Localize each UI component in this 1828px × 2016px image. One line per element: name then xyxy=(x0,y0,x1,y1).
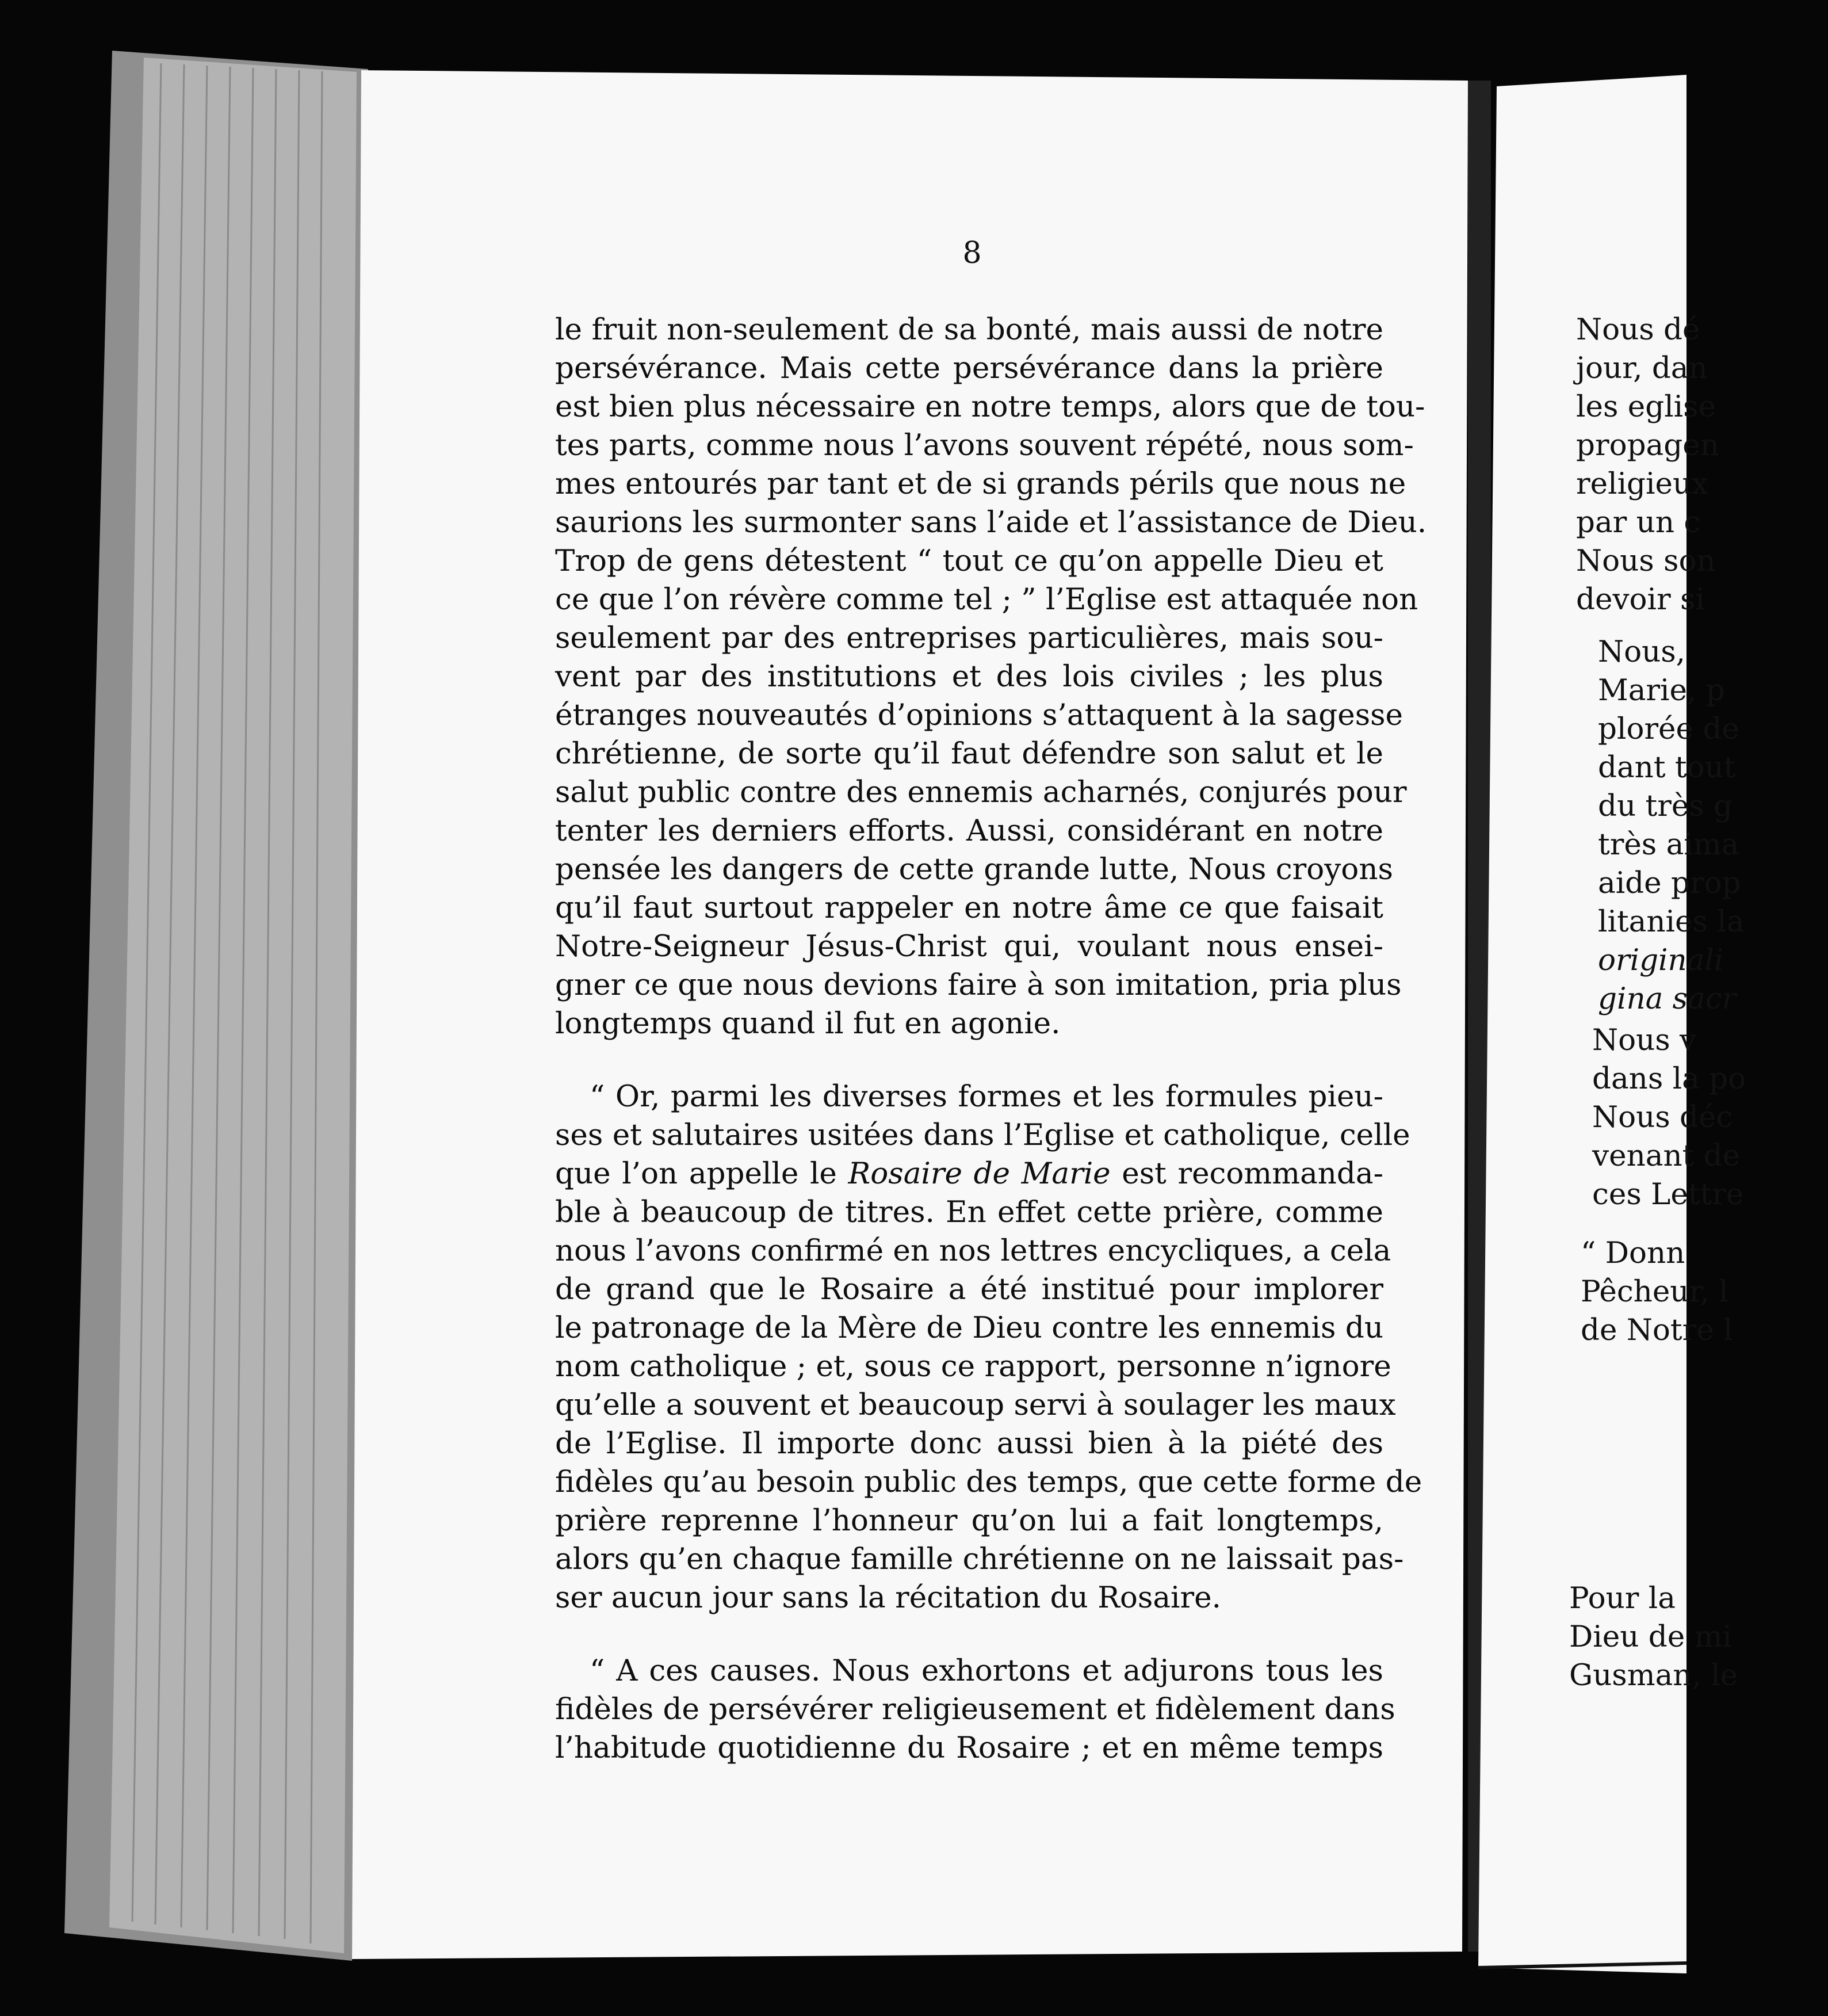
text-line: fidèles de persévérer religieusement et fidèlement dans xyxy=(555,1692,1395,1727)
text-line: l’habitude quotidienne du Rosaire ; et en même temps xyxy=(555,1731,1383,1765)
text-line: nous l’avons confirmé en nos lettres encycliques, a cela xyxy=(555,1234,1391,1268)
text-line: ce que l’on révère comme tel ; ” l’Eglise est attaquée non xyxy=(555,582,1418,617)
text-line: propagen xyxy=(1576,428,1719,463)
text-line: fidèles qu’au besoin public des temps, que cette forme de xyxy=(555,1465,1422,1499)
text-line: Notre-Seigneur Jésus-Christ qui, voulant nous ensei- xyxy=(555,929,1383,964)
text-segment: est recommanda- xyxy=(1122,1156,1384,1191)
text-line: de Notre l xyxy=(1581,1313,1733,1347)
text-line: ces Lettre xyxy=(1592,1177,1744,1212)
text-line: le patronage de la Mère de Dieu contre les ennemis du xyxy=(555,1311,1383,1345)
text-line: chrétienne, de sorte qu’il faut défendre son salut et le xyxy=(555,736,1383,771)
text-line: du très g xyxy=(1598,789,1733,823)
facing-page-text xyxy=(1535,0,1746,2016)
text-line: très aima xyxy=(1598,827,1739,862)
text-line-with-italic xyxy=(555,1155,1383,1193)
text-line: ses et salutaires usitées dans l’Eglise et catholique, celle xyxy=(555,1118,1410,1152)
text-line: les eglise xyxy=(1576,390,1716,424)
text-line: persévérance. Mais cette persévérance dans la prière xyxy=(555,351,1383,385)
text-line: litanies la xyxy=(1598,904,1745,939)
text-line: Trop de gens détestent “ tout ce qu’on appelle Dieu et xyxy=(555,544,1383,578)
text-line: dans la po xyxy=(1592,1062,1746,1096)
text-line: pensée les dangers de cette grande lutte, Nous croyons xyxy=(555,852,1393,887)
facing-block-1 xyxy=(1576,311,1806,619)
page-number: 8 xyxy=(962,236,982,270)
text-line: mes entourés par tant et de si grands périls que nous ne xyxy=(555,467,1406,501)
text-line: tes parts, comme nous l’avons souvent répété, nous som- xyxy=(555,428,1414,463)
text-line: ble à beaucoup de titres. En effet cette prière, comme xyxy=(555,1195,1383,1230)
text-line: gner ce que nous devions faire à son imitation, pria plus xyxy=(555,968,1402,1002)
text-line: gina sacr xyxy=(1598,982,1737,1016)
text-line: qu’il faut surtout rappeler en notre âme ce que faisait xyxy=(555,891,1383,925)
text-line: longtemps quand il fut en agonie. xyxy=(555,1006,1061,1041)
text-line: ser aucun jour sans la récitation du Rosaire. xyxy=(555,1580,1221,1615)
text-line: “ A ces causes. Nous exhortons et adjurons tous les xyxy=(590,1654,1383,1688)
facing-block-3 xyxy=(1592,1021,1822,1214)
text-line: Gusman, le xyxy=(1569,1658,1738,1693)
text-line: salut public contre des ennemis acharnés, conjurés pour xyxy=(555,775,1407,810)
text-line: venant de xyxy=(1592,1139,1741,1173)
text-line: Nous dé xyxy=(1576,312,1700,347)
text-segment: que l’on appelle le xyxy=(555,1156,837,1191)
text-line: devoir si xyxy=(1576,582,1705,617)
paragraph-1 xyxy=(555,311,1427,1043)
text-line: Nous, xyxy=(1598,635,1686,669)
text-line: Marie, p xyxy=(1598,673,1725,708)
text-line: seulement par des entreprises particulières, mais sou- xyxy=(555,621,1383,655)
facing-block-2 xyxy=(1598,633,1828,1018)
text-line: de grand que le Rosaire a été institué pour implorer xyxy=(555,1272,1383,1307)
text-line: Dieu de mi xyxy=(1569,1620,1732,1654)
text-line: Pêcheur, l xyxy=(1581,1274,1728,1309)
text-line: saurions les surmonter sans l’aide et l’assistance de Dieu. xyxy=(555,505,1427,540)
text-line: vent par des institutions et des lois civiles ; les plus xyxy=(555,659,1383,694)
paragraph-3 xyxy=(555,1652,1395,1767)
text-line: religieux xyxy=(1576,467,1709,501)
text-line: étranges nouveautés d’opinions s’attaquent à la sagesse xyxy=(555,698,1403,732)
text-line: “ Donn xyxy=(1581,1236,1685,1270)
text-line: par un c xyxy=(1576,505,1701,540)
text-line: Nous v xyxy=(1592,1023,1697,1057)
text-line: jour, dan xyxy=(1576,351,1708,385)
text-line: tenter les derniers efforts. Aussi, considérant en notre xyxy=(555,814,1383,848)
text-line: de l’Eglise. Il importe donc aussi bien à la piété des xyxy=(555,1426,1383,1461)
text-line: originali xyxy=(1598,943,1724,978)
text-line: “ Or, parmi les diverses formes et les formules pieu- xyxy=(590,1079,1383,1114)
text-line: dant tout xyxy=(1598,750,1736,785)
text-line: Nous son xyxy=(1576,544,1716,578)
text-line: Pour la xyxy=(1569,1581,1676,1616)
text-line: alors qu’en chaque famille chrétienne on ne laissait pas- xyxy=(555,1542,1404,1576)
italic-title: Rosaire de Marie xyxy=(848,1156,1111,1191)
text-line: plorée de xyxy=(1598,712,1739,746)
text-line: prière reprenne l’honneur qu’on lui a fait longtemps, xyxy=(555,1503,1383,1538)
main-text xyxy=(555,311,1427,1767)
text-line: est bien plus nécessaire en notre temps, alors que de tou- xyxy=(555,390,1425,424)
text-line: nom catholique ; et, sous ce rapport, personne n’ignore xyxy=(555,1349,1391,1384)
text-line: qu’elle a souvent et beaucoup servi à soulager les maux xyxy=(555,1388,1396,1422)
facing-block-4 xyxy=(1581,1234,1811,1350)
text-line: Nous déc xyxy=(1592,1100,1733,1135)
paragraph-2 xyxy=(555,1078,1422,1617)
text-line: aide prop xyxy=(1598,866,1741,900)
facing-block-5 xyxy=(1569,1579,1799,1695)
text-line: le fruit non-seulement de sa bonté, mais aussi de notre xyxy=(555,312,1383,347)
